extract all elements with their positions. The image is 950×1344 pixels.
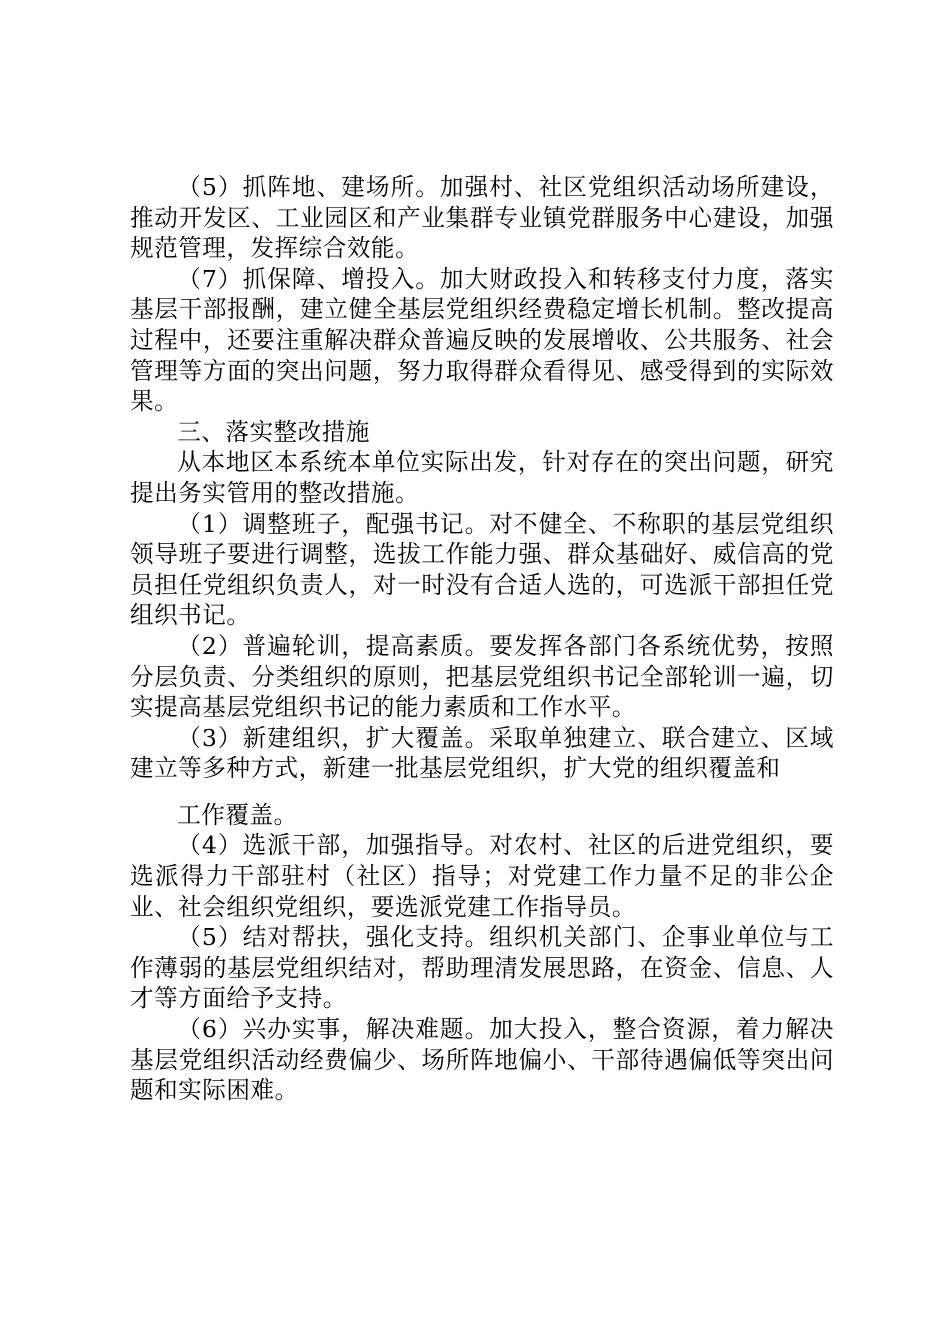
paragraph-adjust-team: （1）调整班子，配强书记。对不健全、不称职的基层党组织领导班子要进行调整，选拔工作能力强、群众基础好、威信高的党员担任党组织负责人，对一时没有合适人选的，可选派干部担任党组织书记。 xyxy=(130,509,834,630)
paragraph-build-venues: （5）抓阵地、建场所。加强村、社区党组织活动场所建设，推动开发区、工业园区和产业集群专业镇党群服务中心建设，加强规范管理，发挥综合效能。 xyxy=(130,173,834,263)
section-heading-rectification-measures: 三、落实整改措施 xyxy=(177,417,370,446)
paragraph-pairing-support: （5）结对帮扶，强化支持。组织机关部门、企事业单位与工作薄弱的基层党组织结对，帮助理清发展思路，在资金、信息、人才等方面给予支持。 xyxy=(130,923,834,1013)
paragraph-new-organizations: （3）新建组织，扩大覆盖。采取单独建立、联合建立、区域建立等多种方式，新建一批基层党组织，扩大党的组织覆盖和 xyxy=(130,723,834,783)
paragraph-practical-matters: （6）兴办实事，解决难题。加大投入，整合资源，着力解决基层党组织活动经费偏少、场所阵地偏小、干部待遇偏低等突出问题和实际困难。 xyxy=(130,1015,834,1105)
document-body xyxy=(130,172,834,1106)
paragraph-guarantee-investment: （7）抓保障、增投入。加大财政投入和转移支付力度，落实基层干部报酬，建立健全基层党组织经费稳定增长机制。整改提高过程中，还要注重解决群众普遍反映的发展增收、公共服务、社会管理等方面的突出问题，努力取得群众看得见、感受得到的实际效果。 xyxy=(130,264,834,416)
paragraph-work-coverage: 工作覆盖。 xyxy=(177,800,298,829)
paragraph-dispatch-cadres: （4）选派干部，加强指导。对农村、社区的后进党组织，要选派得力干部驻村（社区）指导；对党建工作力量不足的非公企业、社会组织党组织，要选派党建工作指导员。 xyxy=(130,831,834,921)
paragraph-training: （2）普遍轮训，提高素质。要发挥各部门各系统优势，按照分层负责、分类组织的原则，把基层党组织书记全部轮训一遍，切实提高基层党组织书记的能力素质和工作水平。 xyxy=(130,631,834,722)
paragraph-intro-measures: 从本地区本系统本单位实际出发，针对存在的突出问题，研究提出务实管用的整改措施。 xyxy=(130,448,834,507)
